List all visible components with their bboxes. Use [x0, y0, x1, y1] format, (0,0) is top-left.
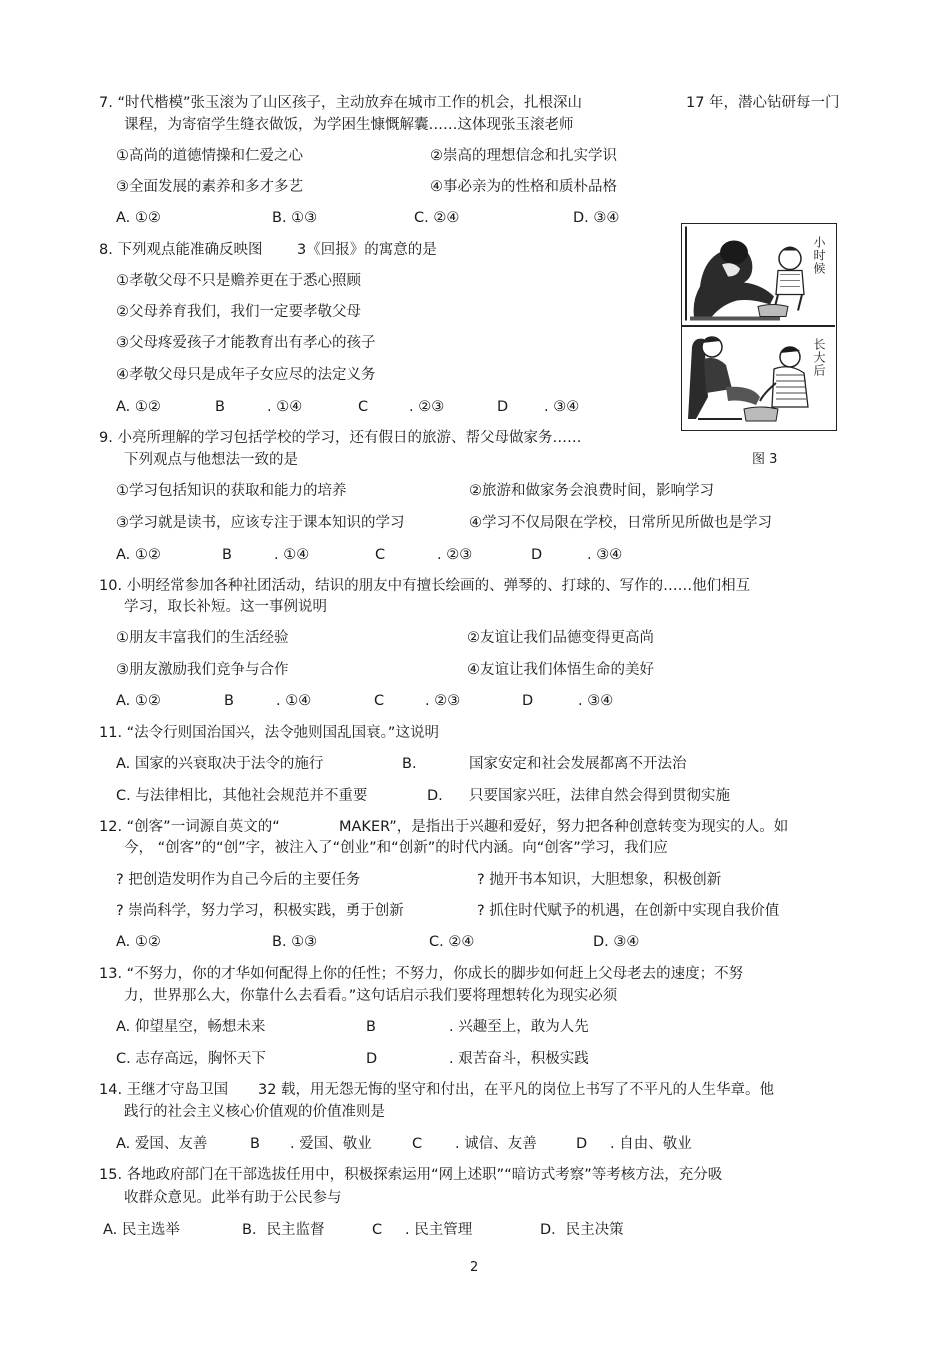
- q10-option-c: . ②③: [425, 693, 461, 709]
- q15-option-c-letter: C: [372, 1222, 383, 1238]
- q8-item-2: ②父母养育我们，我们一定要孝敬父母: [116, 304, 361, 320]
- q7-option-d: D. ③④: [573, 210, 620, 226]
- q8-option-c: . ②③: [409, 399, 445, 415]
- page-number: 2: [470, 1260, 479, 1275]
- q15-line1: 15. 各地政府部门在干部选拔任用中，积极探索运用“网上述职”“暗访式考察”等考核方法，充分吸: [99, 1167, 723, 1183]
- q9-option-d: . ③④: [587, 547, 623, 563]
- q14-option-d: . 自由、敬业: [610, 1136, 692, 1152]
- q12-item-3: ? 崇尚科学，努力学习，积极实践，勇于创新: [116, 903, 404, 919]
- q8-item-3: ③父母疼爱孩子才能教育出有孝心的孩子: [116, 335, 376, 351]
- q10-option-a: A. ①②: [116, 693, 161, 709]
- q9-option-c: . ②③: [437, 547, 473, 563]
- q10-line1: 10. 小明经常参加各种社团活动，结识的朋友中有擅长绘画的、弹琴的、打球的、写作的……他们相互: [99, 578, 751, 594]
- q15-line2: 收群众意见。此举有助于公民参与: [124, 1190, 342, 1206]
- q10-item-4: ④友谊让我们体悟生命的美好: [467, 662, 654, 678]
- q13-option-d: . 艰苦奋斗，积极实践: [449, 1051, 589, 1067]
- q11-line1: 11. “法令行则国治国兴，法令弛则国乱国衰。”这说明: [99, 725, 439, 741]
- q7-line1: 7. “时代楷模”张玉滚为了山区孩子，主动放弃在城市工作的机会，扎根深山: [99, 95, 582, 111]
- q8-line1b: 3《回报》的寓意的是: [297, 242, 437, 258]
- q7-option-a: A. ①②: [116, 210, 161, 226]
- figure-3-illustration: [681, 223, 837, 431]
- q10-option-d-letter: D: [522, 693, 534, 709]
- q14-option-c: . 诚信、友善: [455, 1136, 537, 1152]
- q12-option-a: A. ①②: [116, 934, 161, 950]
- q7-item-4: ④事必亲为的性格和质朴品格: [430, 179, 617, 195]
- q11-option-a: A. 国家的兴衰取决于法令的施行: [116, 756, 324, 772]
- q10-item-1: ①朋友丰富我们的生活经验: [116, 630, 289, 646]
- q13-line1: 13. “不努力，你的才华如何配得上你的任性；不努力，你成长的脚步如何赶上父母老去的速度；不努: [99, 966, 744, 982]
- q13-option-d-letter: D: [366, 1051, 378, 1067]
- q9-item-2: ②旅游和做家务会浪费时间，影响学习: [469, 483, 714, 499]
- q8-option-b: . ①④: [267, 399, 303, 415]
- q15-option-a: A. 民主选举: [103, 1222, 180, 1238]
- q14-option-b: . 爱国、敬业: [290, 1136, 372, 1152]
- q14-line1a: 14. 王继才守岛卫国: [99, 1082, 229, 1098]
- q12-line1b: MAKER”，是指出于兴趣和爱好，努力把各种创意转变为现实的人。如: [339, 819, 789, 835]
- q10-option-c-letter: C: [374, 693, 385, 709]
- q10-option-d: . ③④: [578, 693, 614, 709]
- q13-line2: 力，世界那么大，你靠什么去看看。”这句话启示我们要将理想转化为现实必须: [124, 988, 618, 1004]
- q11-option-b: 国家安定和社会发展都离不开法治: [469, 756, 687, 772]
- q8-option-d-letter: D: [497, 399, 509, 415]
- q13-option-b: . 兴趣至上，敢为人先: [449, 1019, 589, 1035]
- q14-option-b-letter: B: [250, 1136, 260, 1152]
- q9-item-1: ①学习包括知识的获取和能力的培养: [116, 483, 347, 499]
- q15-option-c: . 民主管理: [405, 1222, 473, 1238]
- q13-option-a: A. 仰望星空，畅想未来: [116, 1019, 266, 1035]
- q10-option-b: . ①④: [276, 693, 312, 709]
- q7-item-2: ②崇高的理想信念和扎实学识: [430, 148, 617, 164]
- q14-option-d-letter: D: [576, 1136, 588, 1152]
- q8-option-a: A. ①②: [116, 399, 161, 415]
- q14-line1b: 32 载，用无怨无悔的坚守和付出，在平凡的岗位上书写了不平凡的人生华章。他: [258, 1082, 775, 1098]
- figure-caption: 图 3: [752, 452, 778, 467]
- q9-item-3: ③学习就是读书，应该专注于课本知识的学习: [116, 515, 405, 531]
- q9-option-b-letter: B: [222, 547, 232, 563]
- q11-option-c: C. 与法律相比，其他社会规范并不重要: [116, 788, 368, 804]
- q12-line1a: 12. “创客”一词源自英文的“: [99, 819, 280, 835]
- q9-option-b: . ①④: [274, 547, 310, 563]
- q10-item-2: ②友谊让我们品德变得更高尚: [467, 630, 654, 646]
- q9-item-4: ④学习不仅局限在学校，日常所见所做也是学习: [469, 515, 772, 531]
- q14-option-c-letter: C: [412, 1136, 423, 1152]
- q7-option-b: B. ①③: [272, 210, 318, 226]
- q8-option-b-letter: B: [215, 399, 225, 415]
- q12-option-d: D. ③④: [593, 934, 640, 950]
- q12-line2: 今， “创客”的“创”字，被注入了“创业”和“创新”的时代内涵。向“创客”学习，我们应: [124, 840, 668, 856]
- q7-line2: 课程，为寄宿学生缝衣做饭，为学困生慷慨解囊……这体现张玉滚老师: [124, 117, 574, 133]
- q12-option-c: C. ②④: [429, 934, 475, 950]
- q8-option-d: . ③④: [544, 399, 580, 415]
- figure-label-childhood: 小时候: [812, 236, 826, 275]
- q8-item-1: ①孝敬父母不只是赡养更在于悉心照顾: [116, 273, 361, 289]
- q14-line2: 践行的社会主义核心价值观的价值准则是: [124, 1104, 385, 1120]
- q13-option-b-letter: B: [366, 1019, 376, 1035]
- q9-option-a: A. ①②: [116, 547, 161, 563]
- q8-line1a: 8. 下列观点能准确反映图: [99, 242, 263, 258]
- q8-item-4: ④孝敬父母只是成年子女应尽的法定义务: [116, 367, 376, 383]
- q9-option-d-letter: D: [531, 547, 543, 563]
- q11-option-d: 只要国家兴旺，法律自然会得到贯彻实施: [469, 788, 730, 804]
- q10-line2: 学习，取长补短。这一事例说明: [124, 599, 327, 615]
- q9-line1: 9. 小亮所理解的学习包括学校的学习，还有假日的旅游、帮父母做家务……: [99, 430, 582, 446]
- q15-option-d: D．民主决策: [540, 1222, 624, 1238]
- q9-option-c-letter: C: [375, 547, 386, 563]
- q14-option-a: A. 爱国、友善: [116, 1136, 208, 1152]
- q10-item-3: ③朋友激励我们竞争与合作: [116, 662, 289, 678]
- q15-option-b: B．民主监督: [242, 1222, 325, 1238]
- q12-item-2: ? 抛开书本知识，大胆想象，积极创新: [477, 872, 722, 888]
- q9-line2: 下列观点与他想法一致的是: [124, 452, 298, 468]
- q11-option-d-letter: D.: [427, 788, 443, 804]
- q11-option-b-letter: B.: [402, 756, 417, 772]
- q7-line1-tail: 17 年，潜心钻研每一门: [686, 95, 840, 111]
- q8-option-c-letter: C: [358, 399, 369, 415]
- figure-label-adulthood: 长大后: [812, 338, 826, 377]
- q13-option-c: C. 志存高远，胸怀天下: [116, 1051, 266, 1067]
- q10-option-b-letter: B: [224, 693, 234, 709]
- q7-item-1: ①高尚的道德情操和仁爱之心: [116, 148, 303, 164]
- q12-option-b: B. ①③: [272, 934, 318, 950]
- q7-option-c: C. ②④: [414, 210, 460, 226]
- q7-item-3: ③全面发展的素养和多才多艺: [116, 179, 303, 195]
- q12-item-1: ? 把创造发明作为自己今后的主要任务: [116, 872, 361, 888]
- q12-item-4: ? 抓住时代赋予的机遇，在创新中实现自我价值: [477, 903, 780, 919]
